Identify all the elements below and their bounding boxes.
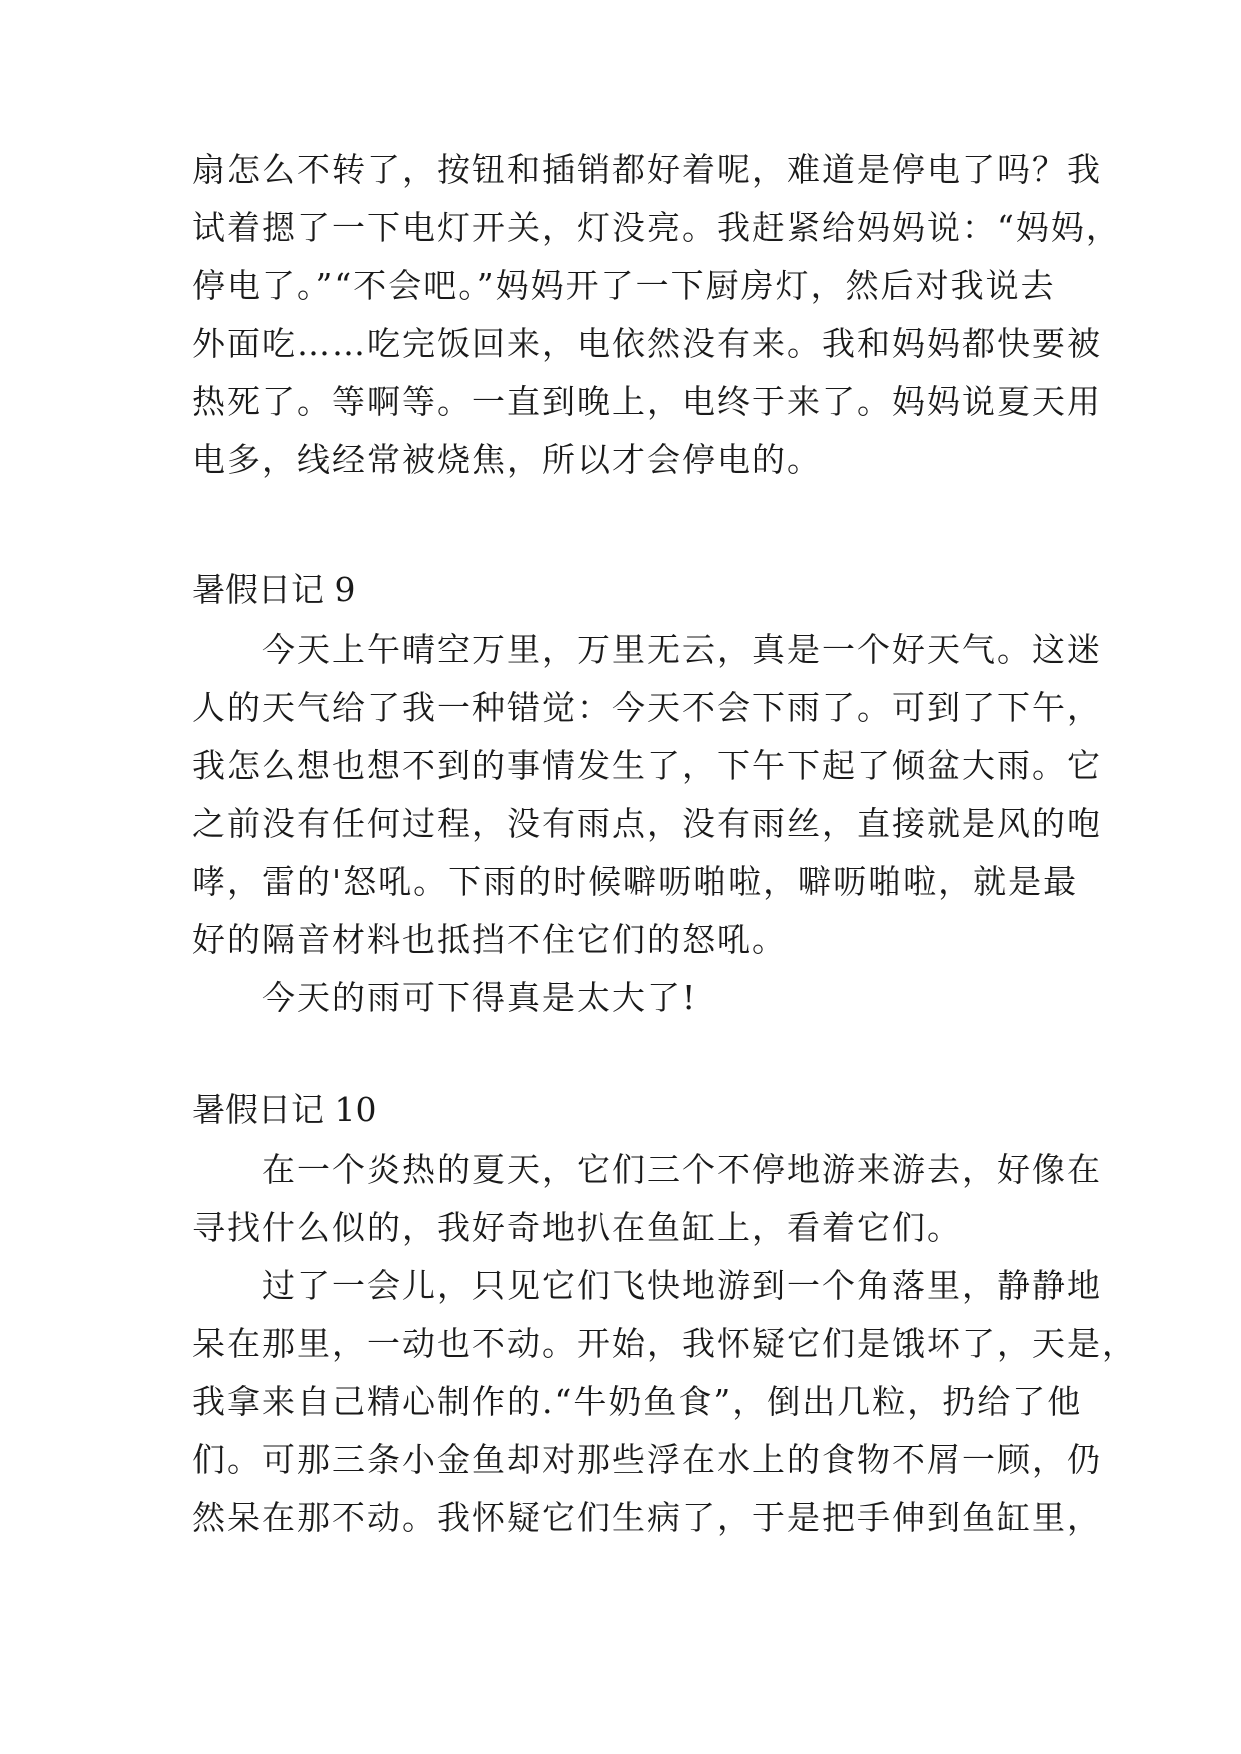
text-line: 之前没有任何过程，没有雨点，没有雨丝，直接就是风的咆 xyxy=(192,804,1102,843)
section-heading: 暑假日记 9 xyxy=(192,570,356,609)
text-line: 在一个炎热的夏天，它们三个不停地游来游去，好像在 xyxy=(192,1150,1102,1189)
text-line: 今天的雨可下得真是太大了! xyxy=(192,978,698,1017)
text-line: 然呆在那不动。我怀疑它们生病了，于是把手伸到鱼缸里， xyxy=(192,1498,1102,1537)
text-line: 停电了。”“不会吧。”妈妈开了一下厨房灯，然后对我说去 xyxy=(192,266,1056,305)
text-line: 电多，线经常被烧焦，所以才会停电的。 xyxy=(192,440,822,479)
text-line: 寻找什么似的，我好奇地扒在鱼缸上，看着它们。 xyxy=(192,1208,962,1247)
text-line: 过了一会儿，只见它们飞快地游到一个角落里，静静地 xyxy=(192,1266,1102,1305)
text-line: 们。可那三条小金鱼却对那些浮在水上的食物不屑一顾，仍 xyxy=(192,1440,1102,1479)
text-line: 哮，雷的'怒吼。下雨的时候噼呖啪啦，噼呖啪啦，就是最 xyxy=(192,862,1079,901)
text-line: 人的天气给了我一种错觉：今天不会下雨了。可到了下午， xyxy=(192,688,1102,727)
text-line: 外面吃……吃完饭回来，电依然没有来。我和妈妈都快要被 xyxy=(192,324,1102,363)
text-line: 呆在那里，一动也不动。开始，我怀疑它们是饿坏了，天是， xyxy=(192,1324,1137,1363)
text-line: 热死了。等啊等。一直到晚上，电终于来了。妈妈说夏天用 xyxy=(192,382,1102,421)
text-line: 试着摁了一下电灯开关，灯没亮。我赶紧给妈妈说：“妈妈， xyxy=(192,208,1121,247)
text-line: 我怎么想也想不到的事情发生了，下午下起了倾盆大雨。它 xyxy=(192,746,1102,785)
text-line: 扇怎么不转了，按钮和插销都好着呢，难道是停电了吗？我 xyxy=(192,150,1102,189)
text-line: 今天上午晴空万里，万里无云，真是一个好天气。这迷 xyxy=(192,630,1102,669)
text-line: 好的隔音材料也抵挡不住它们的怒吼。 xyxy=(192,920,787,959)
text-line: 我拿来自己精心制作的.“牛奶鱼食”，倒出几粒，扔给了他 xyxy=(192,1382,1083,1421)
section-heading: 暑假日记 10 xyxy=(192,1090,377,1129)
